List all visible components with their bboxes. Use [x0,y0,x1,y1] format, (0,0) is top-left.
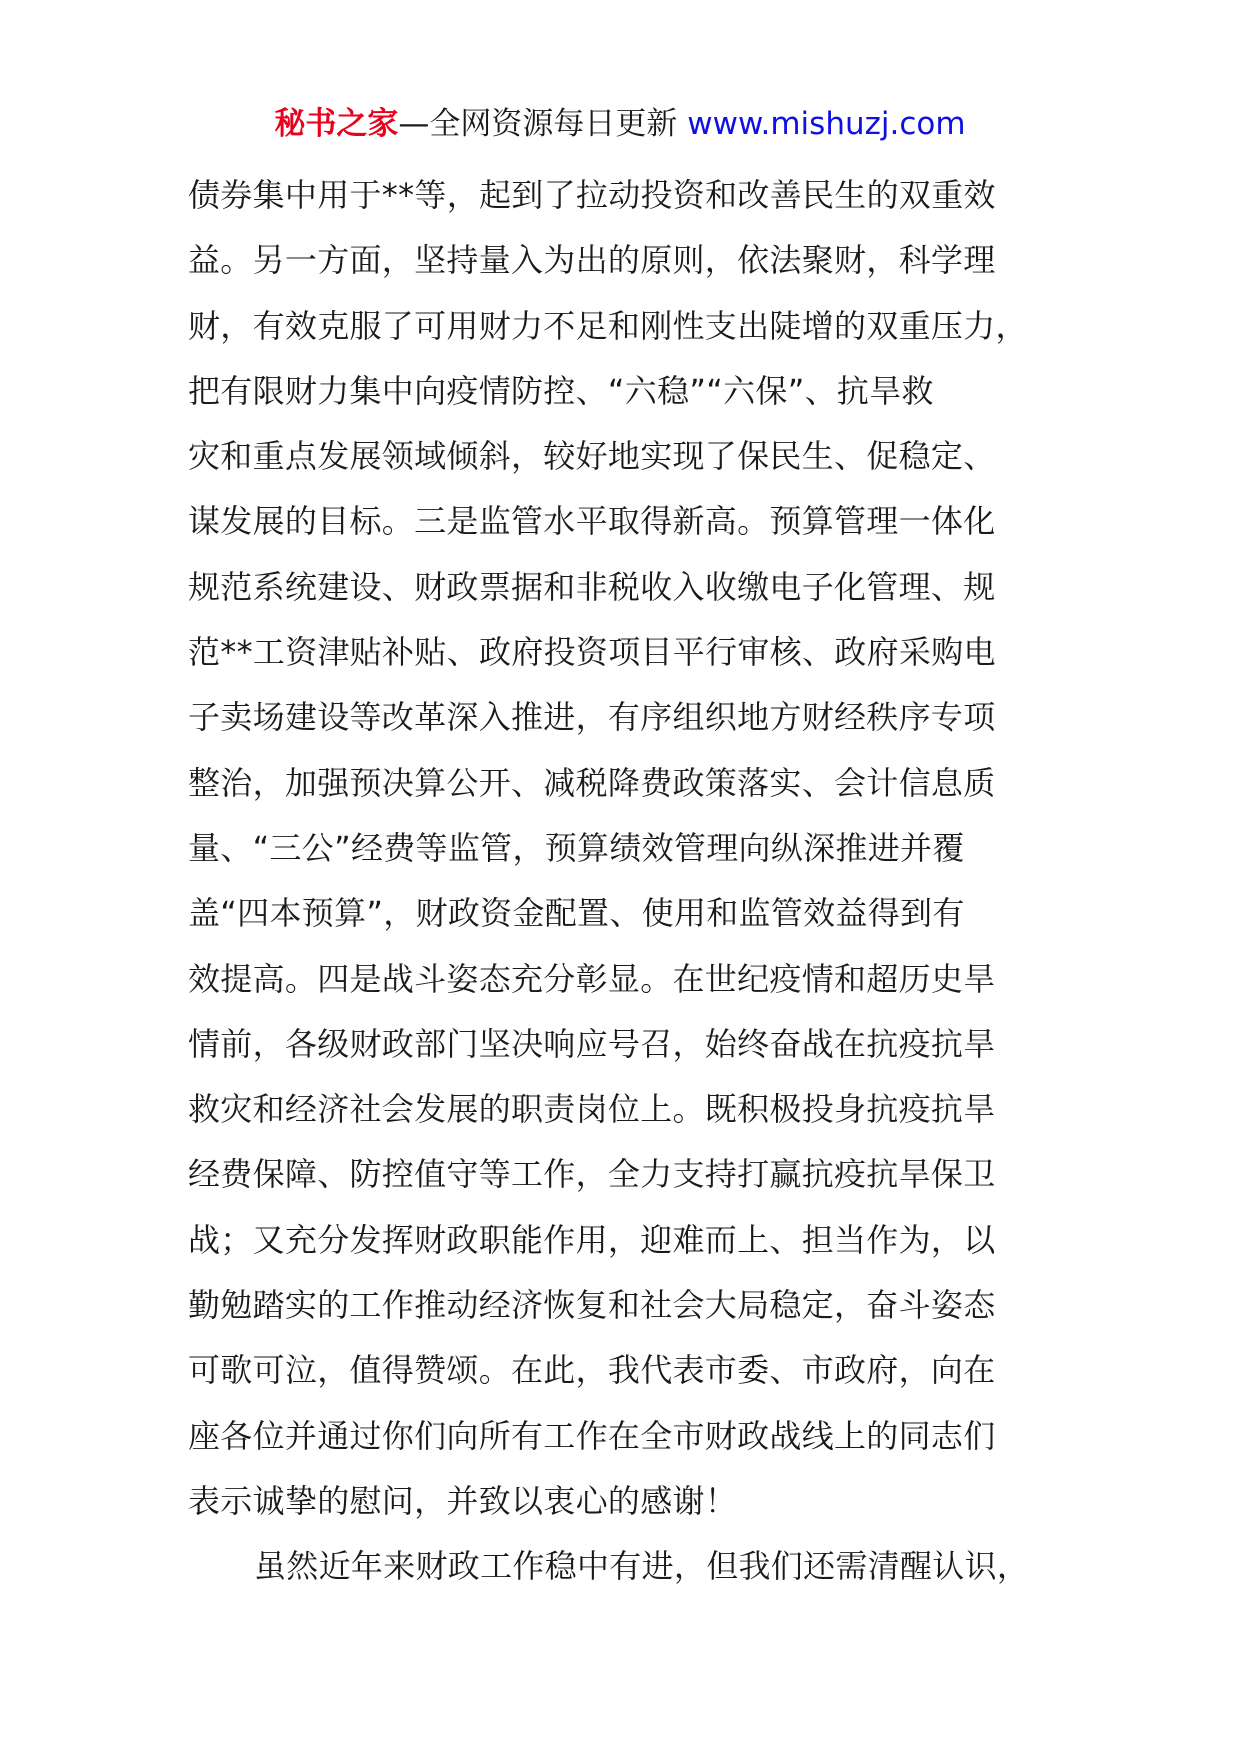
text-line: 规范系统建设、财政票据和非税收入收缴电子化管理、规 [188,567,996,606]
text-line: 表示诚挚的慰问，并致以衷心的感谢！ [188,1481,738,1520]
text-line: 子卖场建设等改革深入推进，有序组织地方财经秩序专项 [188,698,996,737]
text-line: 情前，各级财政部门坚决响应号召，始终奋战在抗疫抗旱 [188,1024,996,1063]
text-line: 救灾和经济社会发展的职责岗位上。既积极投身抗疫抗旱 [188,1090,996,1129]
text-line: 效提高。四是战斗姿态充分彰显。在世纪疫情和超历史旱 [188,959,996,998]
text-line: 债券集中用于**等，起到了拉动投资和改善民生的双重效 [188,176,996,214]
text-line: 战；又充分发挥财政职能作用，迎难而上、担当作为，以 [188,1220,996,1259]
text-line: 范**工资津贴补贴、政府投资项目平行审核、政府采购电 [188,633,996,672]
text-line: 盖“四本预算”，财政资金配置、使用和监管效益得到有 [188,894,965,933]
brand-name: 秘书之家 [274,106,399,142]
document-body [188,163,1068,1600]
text-line: 勤勉踏实的工作推动经济恢复和社会大局稳定，奋斗姿态 [188,1286,996,1325]
text-line: 整治，加强预决算公开、减税降费政策落实、会计信息质 [188,763,996,802]
site-url-link[interactable]: www.mishuzj.com [687,106,966,142]
text-line: 谋发展的目标。三是监管水平取得新高。预算管理一体化 [188,502,996,541]
paragraph-start-line: 虽然近年来财政工作稳中有进，但我们还需清醒认识， [254,1547,1030,1586]
text-line: 量、“三公”经费等监管，预算绩效管理向纵深推进并覆 [188,828,965,867]
text-line: 把有限财力集中向疫情防控、“六稳”“六保”、抗旱救 [188,371,934,410]
text-line: 可歌可泣，值得赞颂。在此，我代表市委、市政府，向在 [188,1351,996,1390]
text-line: 灾和重点发展领域倾斜，较好地实现了保民生、促稳定、 [188,437,996,476]
text-line: 益。另一方面，坚持量入为出的原则，依法聚财，科学理 [188,241,996,280]
text-line: 财，有效克服了可用财力不足和刚性支出陡增的双重压力， [188,306,1028,345]
header-tagline: —全网资源每日更新 [398,106,688,142]
site-header [0,100,1240,148]
text-line: 经费保障、防控值守等工作，全力支持打赢抗疫抗旱保卫 [188,1155,996,1194]
text-line: 座各位并通过你们向所有工作在全市财政战线上的同志们 [188,1416,996,1455]
